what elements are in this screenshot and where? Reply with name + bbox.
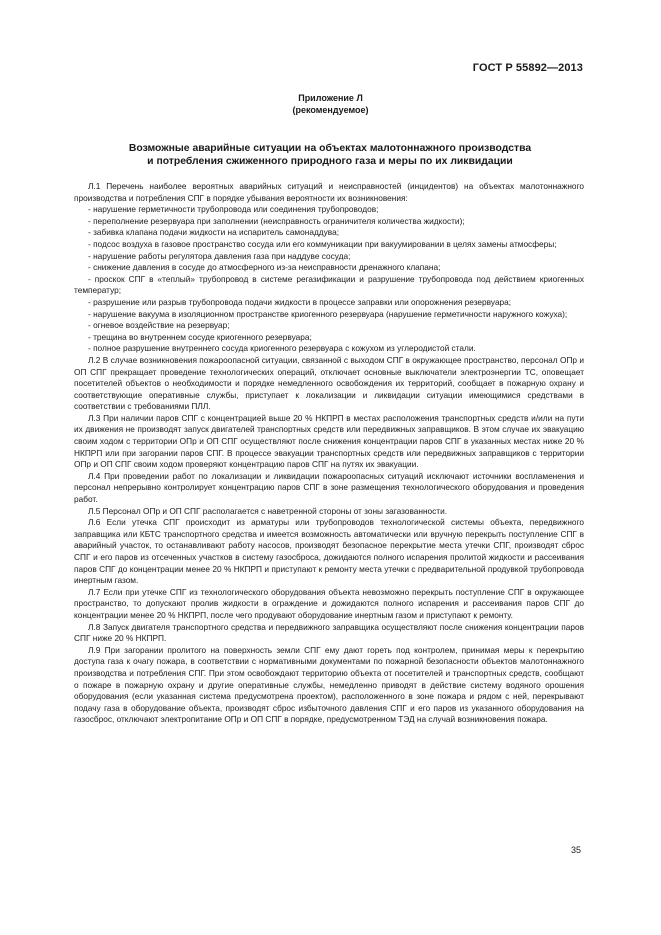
list-item: - трещина во внутреннем сосуде криогенного резервуара; bbox=[88, 331, 312, 342]
paragraph: Л.9 При загорании пролитого на поверхность земли СПГ ему дают гореть под контролем, принимая меры к перекрытию доступа газа к очагу пожара, в соответствии с нормативными документами по пожарной безопасности объектов малотоннажного производства и потребления СПГ. При этом освобождают территорию объекта от посетителей и транспортных средств, сообщают о пожаре в пожарную охрану и другие оперативные службы, немедленно приводят в действие систему водяного орошения оборудования (если указанная система предусмотрена проектом), расположенного в зоне пожара и рядом с ней, перекрывают подачу газа в оборудование объекта, производят сброс избыточного давления СПГ и его паров из указанного оборудования на газосброс, отключают электропитание ОПр и ОП СПГ в порядке, предусмотренном ТЭД на случай возникновения пожара. bbox=[74, 644, 584, 725]
paragraph: Л.7 Если при утечке СПГ из технологического оборудования объекта невозможно перекрыть поступление СПГ в окружающее пространство, то допускают пролив жидкости в ограждение и дожидаются полного испарения и рассеивания паров СПГ до концентрации менее 20 % НКПРП, после чего продувают оборудование инертным газом и приступают к ремонту. bbox=[74, 586, 584, 620]
list-item: - огневое воздействие на резервуар; bbox=[88, 320, 230, 331]
appendix-name: Приложение Л bbox=[298, 93, 363, 103]
paragraph: Л.4 При проведении работ по локализации и ликвидации пожароопасных ситуаций исключают источники воспламенения и персонал непрерывно контролирует концентрацию паров СПГ в зоне размещения технологического оборудования и проведения работ. bbox=[74, 470, 584, 505]
body-text bbox=[74, 181, 584, 726]
section-title-line-1: Возможные аварийные ситуации на объектах малотоннажного производства bbox=[128, 143, 532, 154]
paragraph: Л.3 При наличии паров СПГ с концентрацией выше 20 % НКПРП в местах расположения транспортных средств и/или на пути их движения не производят запуск двигателей транспортных средств или передвижных заправщиков. В этом случае их эвакуацию своим ходом с территории ОПр и ОП СПГ осуществляют после снижения концентрации паров СПГ в указанных местах ниже 20 % НКПРП или при загорании паров СПГ. В процессе эвакуации транспортных средств или передвижных заправщиков с территории ОПр и ОП СПГ своим ходом проверяют концентрацию паров СПГ на путях их эвакуации. bbox=[74, 412, 584, 470]
page-number: 35 bbox=[570, 845, 581, 855]
list-item: - забивка клапана подачи жидкости на испаритель самонаддува; bbox=[88, 227, 340, 238]
paragraph: Л.5 Персонал ОПр и ОП СПГ располагается с наветренной стороны от зоны загазованности. bbox=[88, 505, 448, 516]
list-item: - разрушение или разрыв трубопровода подачи жидкости в процессе заправки или опорожнения резервуара; bbox=[88, 296, 512, 307]
list-item: - переполнение резервуара при заполнении (неисправность ограничителя количества жидкости); bbox=[88, 215, 465, 226]
list-item: - полное разрушение внутреннего сосуда криогенного резервуара с кожухом из углеродистой стали. bbox=[88, 343, 476, 354]
paragraph: Л.1 Перечень наиболее вероятных аварийных ситуаций и неисправностей (инцидентов) на объектах малотоннажного производства и потребления СПГ в порядке убывания вероятности их возникновения: bbox=[74, 181, 584, 203]
list-item: - нарушение герметичности трубопровода или соединения трубопроводов; bbox=[88, 204, 379, 215]
appendix-heading bbox=[0, 92, 661, 116]
section-title-line-2: и потребления сжиженного природного газа и меры по их ликвидации bbox=[147, 156, 513, 167]
list-item: - снижение давления в сосуде до атмосферного из-за неисправности дренажного клапана; bbox=[88, 262, 441, 273]
list-item: - проскок СПГ в «теплый» трубопровод в системе регазификации и разрушение трубопровода под действием криогенных температур; bbox=[74, 273, 584, 296]
list-item: - нарушение работы регулятора давления газа при наддуве сосуда; bbox=[88, 250, 351, 261]
section-title bbox=[60, 142, 600, 168]
paragraph: Л.6 Если утечка СПГ происходит из арматуры или трубопроводов технологической системы объекта, передвижного заправщика или КБТС транспортного средства и имеется возможность автоматически или вручную перекрыть поступление СПГ в аварийный участок, то останавливают работу насосов, производят безопасное перекрытие места утечки СПГ, производят сброс СПГ и его паров из отсеченных участков в систему газосброса, дожидаются полного испарения пролитой жидкости и рассеивания паров СПГ до концентрации менее 20 % НКПРП и приступают к ремонту места утечки с предварительной продувкой трубопровода инертным газом. bbox=[74, 517, 584, 586]
list-item: - нарушение вакуума в изоляционном пространстве криогенного резервуара (нарушение герметичности наружного кожуха); bbox=[88, 308, 568, 319]
paragraph: Л.8 Запуск двигателя транспортного средства и передвижного заправщика осуществляют после снижения концентрации паров СПГ ниже 20 % НКПРП. bbox=[74, 621, 584, 644]
standard-number: ГОСТ Р 55892—2013 bbox=[472, 62, 583, 74]
appendix-status: (рекомендуемое) bbox=[292, 105, 369, 115]
list-item: - подсос воздуха в газовое пространство сосуда или его коммуникации при вакуумировании в целях замены атмосферы; bbox=[88, 238, 557, 249]
paragraph: Л.2 В случае возникновения пожароопасной ситуации, связанной с выходом СПГ в окружающее пространство, персонал ОПр и ОП СПГ прекращает проведение технологических операций, отключает основные выключатели электроэнергии ТС, оповещает посетителей объектов о необходимости и порядке немедленного освобождения их территорий, сообщает в пожарную охрану и соответствующие оперативные службы, приступает к локализации и ликвидации ситуации имеющимися средствами в соответствии с требованиями ПЛЛ. bbox=[74, 354, 584, 412]
